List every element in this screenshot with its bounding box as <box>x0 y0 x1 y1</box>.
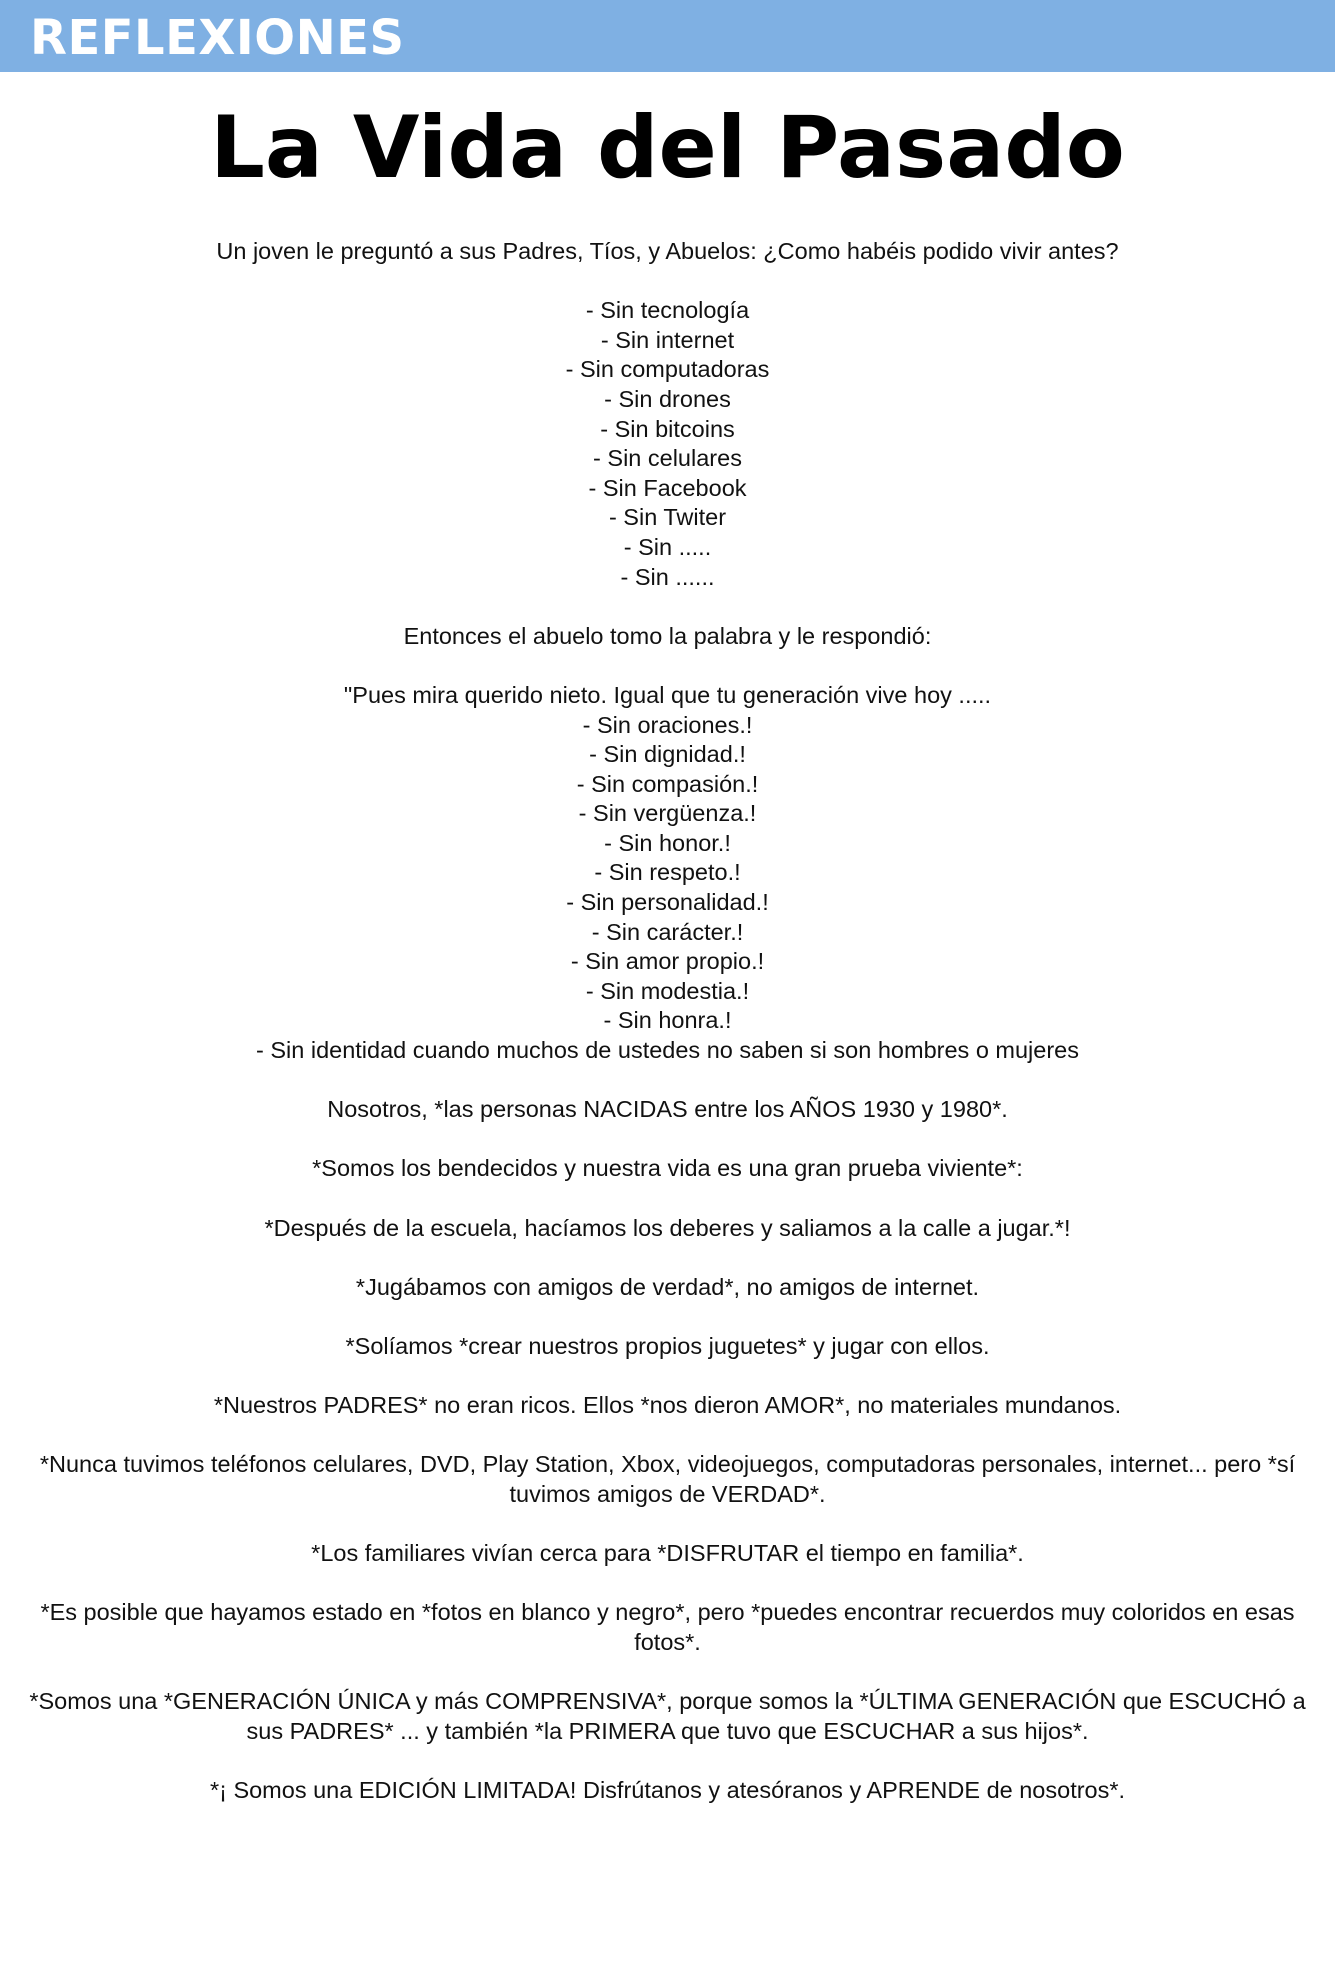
spacer <box>20 1510 1315 1540</box>
spacer <box>20 1362 1315 1392</box>
paragraph: *Somos los bendecidos y nuestra vida es una gran prueba viviente*: <box>312 1155 1023 1182</box>
spacer <box>20 1184 1315 1214</box>
paragraph: *Jugábamos con amigos de verdad*, no amigos de internet. <box>355 1273 980 1300</box>
list-item: - Sin dignidad.! <box>589 741 746 768</box>
list-item: - Sin bitcoins <box>600 415 735 442</box>
list-item: - Sin ..... <box>623 533 712 560</box>
spacer <box>20 1066 1315 1096</box>
spacer <box>20 1125 1315 1155</box>
spacer <box>20 1421 1315 1451</box>
list-item: - Sin modestia.! <box>585 977 750 1004</box>
list-item: - Sin Twiter <box>608 504 727 531</box>
list-item: - Sin Facebook <box>588 474 747 501</box>
intro-question: Un joven le preguntó a sus Padres, Tíos, y Abuelos: ¿Como habéis podido vivir antes? <box>216 238 1119 264</box>
paragraph: *¡ Somos una EDICIÓN LIMITADA! Disfrútanos y atesóranos y APRENDE de nosotros*. <box>209 1776 1126 1803</box>
spacer <box>20 592 1315 622</box>
list-item: - Sin carácter.! <box>591 918 744 945</box>
spacer <box>20 267 1315 297</box>
section-label: REFLEXIONES <box>30 10 405 66</box>
paragraph: *Los familiares vivían cerca para *DISFRUTAR el tiempo en familia*. <box>311 1540 1024 1567</box>
section-header-bar <box>0 0 1335 72</box>
spacer <box>20 1658 1315 1688</box>
paragraph: *Es posible que hayamos estado en *fotos en blanco y negro*, pero *puedes encontrar recuerdos muy coloridos en esas fotos*. <box>40 1599 1295 1655</box>
paragraph: *Después de la escuela, hacíamos los deberes y saliamos a la calle a jugar.*! <box>264 1214 1071 1241</box>
page-title: La Vida del Pasado <box>210 98 1125 198</box>
list-item: - Sin compasión.! <box>576 770 759 797</box>
list-item: - Sin internet <box>600 326 735 353</box>
quote-intro: "Pues mira querido nieto. Igual que tu generación vive hoy ..... <box>343 681 992 708</box>
list-item: - Sin ...... <box>620 563 715 590</box>
spacer <box>20 1569 1315 1599</box>
list-item: - Sin computadoras <box>565 356 770 383</box>
paragraph: *Solíamos *crear nuestros propios juguetes* y jugar con ellos. <box>345 1332 990 1359</box>
article-body <box>20 237 1315 1805</box>
spacer <box>20 1746 1315 1776</box>
spacer <box>20 1243 1315 1273</box>
list-item: - Sin celulares <box>593 445 742 472</box>
list-item: - Sin amor propio.! <box>570 948 765 975</box>
list-item: - Sin personalidad.! <box>566 889 769 916</box>
transition-line: Entonces el abuelo tomo la palabra y le respondió: <box>403 622 932 649</box>
paragraph: *Nuestros PADRES* no eran ricos. Ellos *nos dieron AMOR*, no materiales mundanos. <box>213 1392 1122 1419</box>
paragraph: Nosotros, *las personas NACIDAS entre los AÑOS 1930 y 1980*. <box>327 1096 1008 1123</box>
list-item: - Sin honor.! <box>604 829 731 856</box>
spacer <box>20 1302 1315 1332</box>
paragraph: *Somos una *GENERACIÓN ÚNICA y más COMPRENSIVA*, porque somos la *ÚLTIMA GENERACIÓN que ESCUCHÓ a sus PADRES* ... y también *la PRIMERA que tuvo que ESCUCHAR a sus hijos*. <box>29 1688 1306 1744</box>
list-item: - Sin honra.! <box>603 1007 732 1034</box>
list-item: - Sin drones <box>604 385 731 412</box>
spacer <box>20 651 1315 681</box>
paragraph: *Nunca tuvimos teléfonos celulares, DVD, Play Station, Xbox, videojuegos, computadoras personales, internet... pero *sí tuvimos amigos de VERDAD*. <box>39 1451 1296 1507</box>
list-item: - Sin oraciones.! <box>582 711 753 738</box>
list-item: - Sin vergüenza.! <box>578 800 757 827</box>
list-item: - Sin tecnología <box>585 297 750 324</box>
list-item: - Sin respeto.! <box>594 859 741 886</box>
list-item: - Sin identidad cuando muchos de ustedes no saben si son hombres o mujeres <box>256 1037 1079 1064</box>
